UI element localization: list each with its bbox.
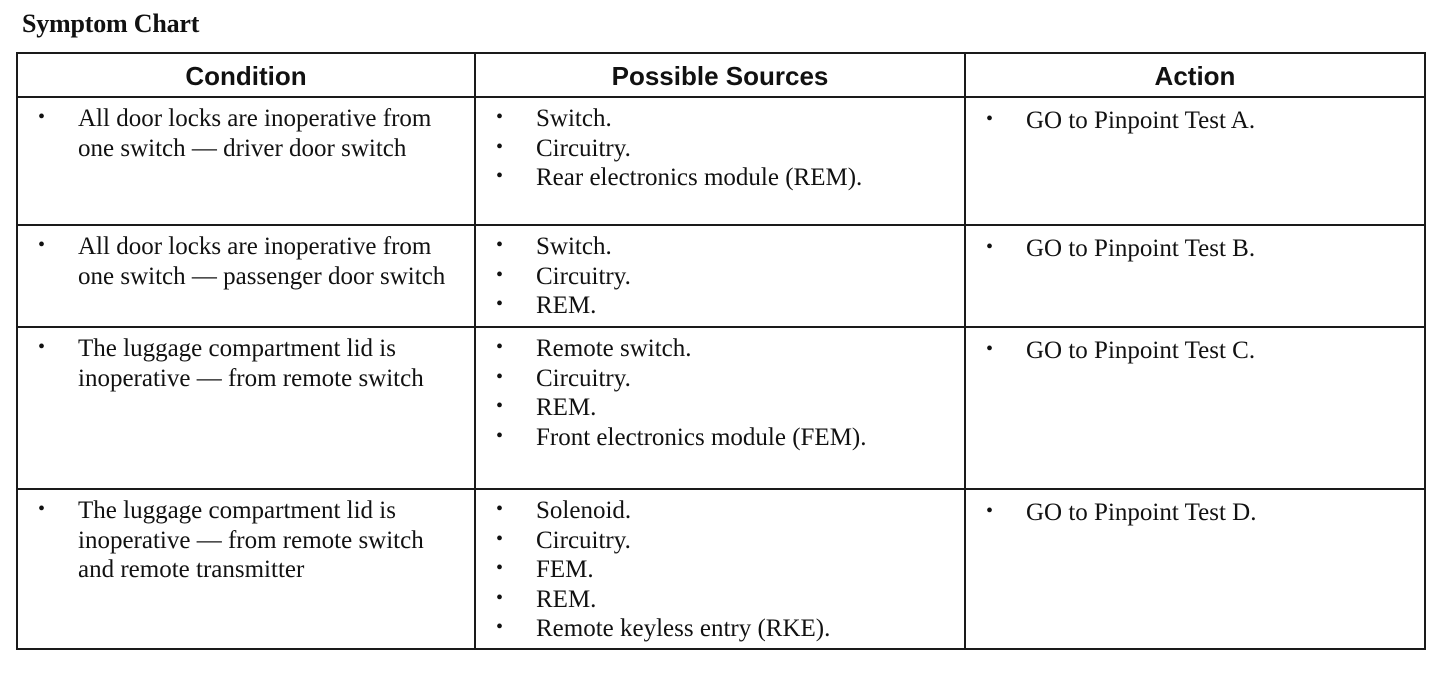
table-row (17, 225, 1425, 327)
list-item (982, 106, 1416, 136)
bullet-icon: • (496, 106, 504, 128)
condition-text: All door locks are inoperative from one switch — driver door switch (78, 105, 432, 162)
bullet-icon: • (496, 527, 504, 550)
list-item (492, 393, 956, 423)
bullet-icon: • (496, 616, 504, 638)
source-text: REM. (536, 585, 597, 613)
list-item (492, 585, 956, 615)
action-column-header: Action (965, 53, 1425, 97)
bullet-icon: • (38, 234, 46, 256)
source-text: Front electronics module (FEM). (536, 423, 867, 451)
sources-list (476, 226, 964, 325)
bullet-icon: • (496, 395, 504, 417)
source-text: REM. (536, 394, 597, 421)
bullet-icon: • (496, 424, 504, 447)
condition-text: The luggage compartment lid is inoperative — from remote switch and remote transmitter (78, 497, 424, 583)
action-cell (965, 225, 1425, 327)
bullet-icon: • (496, 165, 504, 187)
source-text: FEM. (536, 556, 594, 583)
list-item (492, 496, 956, 526)
list-item (492, 134, 956, 164)
sources-list (476, 328, 964, 456)
list-item (492, 163, 956, 193)
bullet-icon: • (986, 108, 994, 130)
list-item (492, 364, 956, 394)
list-item (492, 334, 956, 364)
possible-sources-cell (475, 97, 965, 225)
action-list (966, 226, 1424, 268)
symptom-chart-table (16, 52, 1426, 650)
condition-text: The luggage compartment lid is inoperative — from remote switch (78, 335, 424, 392)
condition-list (18, 98, 474, 167)
source-text: Circuitry. (536, 526, 631, 554)
table-header-row (17, 53, 1425, 97)
possible-sources-cell (475, 327, 965, 489)
source-text: Solenoid. (536, 497, 632, 524)
source-text: Rear electronics module (REM). (536, 164, 863, 191)
list-item (982, 336, 1416, 366)
condition-cell (17, 327, 475, 489)
list-item (982, 234, 1416, 264)
source-text: Circuitry. (536, 262, 631, 290)
list-item (34, 232, 466, 291)
bullet-icon: • (496, 365, 504, 388)
possible-sources-cell (475, 225, 965, 327)
bullet-icon: • (496, 586, 504, 609)
source-text: Remote switch. (536, 335, 692, 362)
list-item (34, 496, 466, 585)
bullet-icon: • (986, 338, 994, 360)
action-list (966, 328, 1424, 370)
list-item (492, 614, 956, 644)
condition-column-header: Condition (17, 53, 475, 97)
bullet-icon: • (38, 106, 46, 128)
bullet-icon: • (38, 498, 46, 520)
list-item (492, 555, 956, 585)
list-item (492, 262, 956, 292)
action-cell (965, 489, 1425, 649)
list-item (982, 498, 1416, 528)
bullet-icon: • (496, 336, 504, 358)
bullet-icon: • (496, 293, 504, 315)
bullet-icon: • (496, 135, 504, 158)
bullet-icon: • (986, 500, 994, 522)
condition-list (18, 490, 474, 589)
list-item (492, 526, 956, 556)
condition-cell (17, 225, 475, 327)
table-row (17, 327, 1425, 489)
action-list (966, 490, 1424, 532)
action-list (966, 98, 1424, 140)
bullet-icon: • (496, 557, 504, 579)
list-item (492, 232, 956, 262)
source-text: Switch. (536, 233, 612, 260)
table-row (17, 489, 1425, 649)
condition-list (18, 226, 474, 295)
sources-list (476, 98, 964, 197)
bullet-icon: • (496, 263, 504, 286)
action-cell (965, 327, 1425, 489)
condition-text: All door locks are inoperative from one switch — passenger door switch (78, 233, 446, 290)
list-item (492, 104, 956, 134)
bullet-icon: • (496, 498, 504, 520)
source-text: REM. (536, 292, 597, 319)
source-text: Circuitry. (536, 134, 631, 162)
action-cell (965, 97, 1425, 225)
action-text: GO to Pinpoint Test C. (1026, 337, 1256, 364)
action-text: GO to Pinpoint Test A. (1026, 107, 1256, 134)
sources-list (476, 490, 964, 648)
source-text: Circuitry. (536, 364, 631, 392)
bullet-icon: • (38, 336, 46, 358)
action-text: GO to Pinpoint Test D. (1026, 499, 1257, 526)
list-item (492, 423, 956, 453)
condition-list (18, 328, 474, 397)
bullet-icon: • (496, 234, 504, 256)
table-row (17, 97, 1425, 225)
action-text: GO to Pinpoint Test B. (1026, 235, 1256, 262)
source-text: Remote keyless entry (RKE). (536, 615, 831, 642)
possible-sources-cell (475, 489, 965, 649)
page-title: Symptom Chart (22, 9, 200, 38)
possible-sources-column-header: Possible Sources (475, 53, 965, 97)
list-item (34, 104, 466, 163)
list-item (34, 334, 466, 393)
condition-cell (17, 489, 475, 649)
bullet-icon: • (986, 236, 994, 258)
source-text: Switch. (536, 105, 612, 132)
list-item (492, 291, 956, 321)
condition-cell (17, 97, 475, 225)
